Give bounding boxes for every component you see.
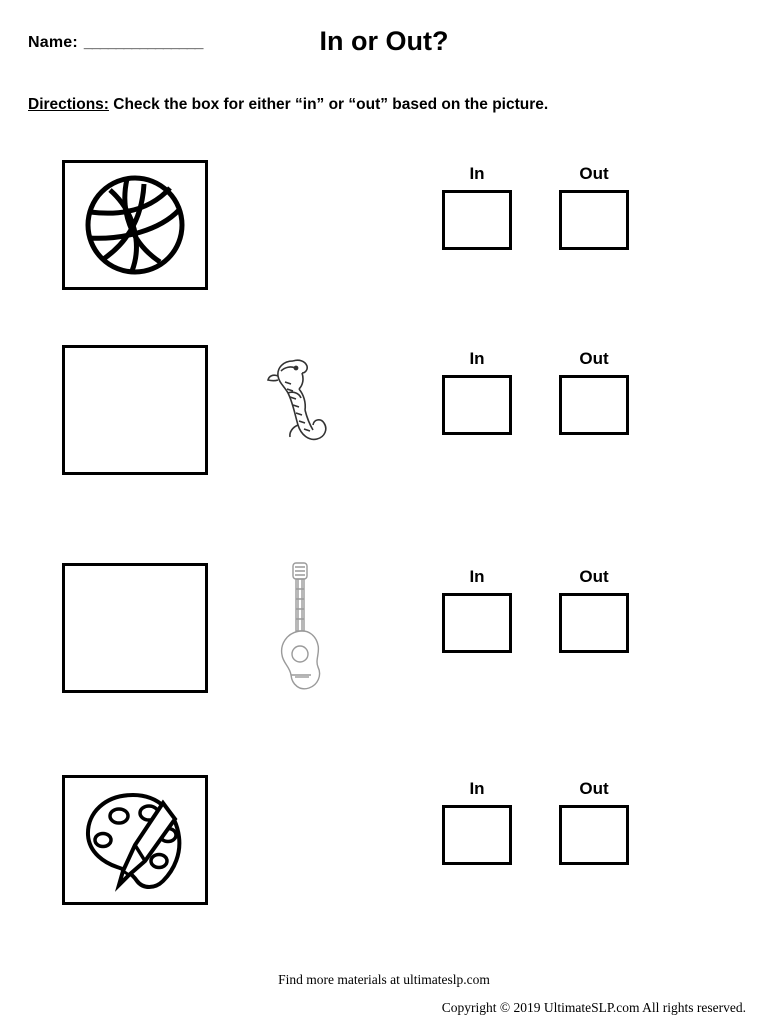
- picture-frame-4: [62, 775, 208, 905]
- choice-in-label-3: In: [469, 567, 485, 586]
- choice-out-4: [557, 779, 631, 865]
- footer-materials-link: Find more materials at ultimateslp.com: [278, 972, 490, 987]
- picture-frame-2: [62, 345, 208, 475]
- seahorse-icon: [240, 339, 370, 479]
- name-label: Name:: [28, 34, 78, 51]
- answer-choices-2: [440, 335, 670, 485]
- choice-out-label-2: Out: [579, 349, 609, 368]
- checkbox-out-3[interactable]: [559, 593, 629, 653]
- footer-copyright: Copyright © 2019 UltimateSLP.com All rights reserved.: [441, 1000, 746, 1015]
- choice-in-label-1: In: [469, 164, 485, 183]
- choice-out-3: [557, 567, 631, 653]
- choice-in-3: [440, 567, 514, 653]
- answer-choices-3: [440, 553, 670, 703]
- question-row-1: [0, 150, 768, 360]
- directions-label: Directions:: [28, 96, 109, 113]
- choice-in-2: [440, 349, 514, 435]
- volleyball-icon: [65, 163, 205, 287]
- checkbox-out-1[interactable]: [559, 190, 629, 250]
- name-blank-line[interactable]: _______________: [83, 34, 203, 51]
- checkbox-out-4[interactable]: [559, 805, 629, 865]
- choice-in-label-4: In: [469, 779, 485, 798]
- checkbox-out-2[interactable]: [559, 375, 629, 435]
- choice-in-1: [440, 164, 514, 250]
- question-row-2: [0, 335, 768, 545]
- acoustic-guitar-icon: [240, 557, 370, 697]
- picture-frame-3: [62, 563, 208, 693]
- choice-in-4: [440, 779, 514, 865]
- directions-text: Check the box for either “in” or “out” based on the picture.: [108, 96, 549, 113]
- question-row-4: [0, 765, 768, 975]
- choice-out-2: [557, 349, 631, 435]
- choice-out-1: [557, 164, 631, 250]
- choice-out-label-1: Out: [579, 164, 609, 183]
- checkbox-in-3[interactable]: [442, 593, 512, 653]
- page-title: In or Out?: [319, 26, 449, 56]
- checkbox-in-1[interactable]: [442, 190, 512, 250]
- choice-in-label-2: In: [469, 349, 485, 368]
- question-row-3: [0, 553, 768, 763]
- paint-palette-brush-icon: [65, 778, 205, 902]
- picture-frame-1: [62, 160, 208, 290]
- checkbox-in-4[interactable]: [442, 805, 512, 865]
- directions: [28, 96, 548, 114]
- choice-out-label-3: Out: [579, 567, 609, 586]
- answer-choices-4: [440, 765, 670, 915]
- answer-choices-1: [440, 150, 670, 300]
- checkbox-in-2[interactable]: [442, 375, 512, 435]
- choice-out-label-4: Out: [579, 779, 609, 798]
